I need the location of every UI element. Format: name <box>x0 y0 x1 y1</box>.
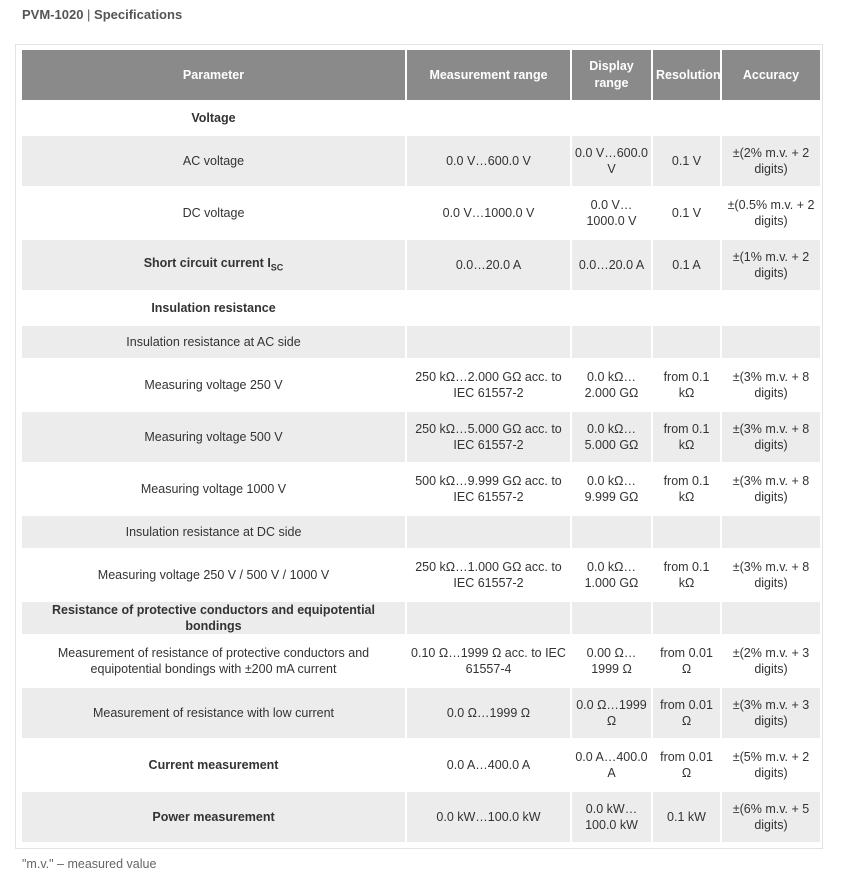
resolution-cell <box>653 740 720 790</box>
display-range-cell <box>572 464 651 514</box>
display-range-cell-text: 0.0…20.0 A <box>578 258 645 272</box>
resolution-cell-text: from 0.01 Ω <box>660 750 713 780</box>
display-range-cell-text: 0.0 A…400.0 A <box>575 750 648 780</box>
parameter-cell-text: Short circuit current I <box>143 255 271 270</box>
accuracy-cell <box>722 602 820 634</box>
table-row <box>22 550 820 600</box>
header-resolution: Resolution <box>653 50 720 100</box>
parameter-cell <box>22 792 405 842</box>
table-row <box>22 412 820 462</box>
accuracy-cell <box>722 188 820 238</box>
parameter-cell <box>22 188 405 238</box>
measurement-range-cell <box>407 602 570 634</box>
measurement-range-cell <box>407 102 570 134</box>
parameter-cell <box>22 102 405 134</box>
measurement-range-cell-text: 500 kΩ…9.999 GΩ acc. to IEC 61557-2 <box>415 474 562 504</box>
parameter-cell-text: Measurement of resistance with low current <box>92 706 335 720</box>
accuracy-cell-text: ±(1% m.v. + 2 digits) <box>732 250 810 280</box>
parameter-cell <box>22 464 405 514</box>
display-range-cell <box>572 602 651 634</box>
display-range-cell-text: 0.0 kΩ…2.000 GΩ <box>584 370 639 400</box>
accuracy-cell <box>722 412 820 462</box>
parameter-cell-text: Measuring voltage 500 V <box>144 430 283 444</box>
display-range-cell <box>572 188 651 238</box>
parameter-cell <box>22 688 405 738</box>
measurement-range-cell <box>407 688 570 738</box>
display-range-cell-text: 0.0 kΩ…9.999 GΩ <box>584 474 639 504</box>
table-row <box>22 740 820 790</box>
resolution-cell <box>653 240 720 290</box>
resolution-cell-text: from 0.1 kΩ <box>663 422 710 452</box>
table-row <box>22 360 820 410</box>
display-range-cell-text: 0.0 kΩ…1.000 GΩ <box>584 560 639 590</box>
parameter-cell-text: Measuring voltage 250 V <box>144 378 283 392</box>
resolution-cell-text: 0.1 kW <box>667 810 706 824</box>
display-range-cell-text: 0.0 V…600.0 V <box>575 146 648 176</box>
title-separator: | <box>83 7 95 22</box>
display-range-cell-text: 0.0 kW…100.0 kW <box>585 802 638 832</box>
measurement-range-cell <box>407 636 570 686</box>
resolution-cell-text: 0.1 A <box>672 258 701 272</box>
parameter-cell-text: Insulation resistance at DC side <box>125 525 302 539</box>
measurement-range-cell-text: 0.0 A…400.0 A <box>446 758 531 772</box>
resolution-cell <box>653 326 720 358</box>
subsection-header-row <box>22 326 820 358</box>
header-parameter: Parameter <box>22 50 405 100</box>
display-range-cell <box>572 412 651 462</box>
resolution-cell-text: from 0.1 kΩ <box>663 370 710 400</box>
measurement-range-cell-text: 0.10 Ω…1999 Ω acc. to IEC 61557-4 <box>411 646 566 676</box>
header-measurement-range: Measurement range <box>407 50 570 100</box>
accuracy-cell-text: ±(3% m.v. + 8 digits) <box>732 370 810 400</box>
header-accuracy: Accuracy <box>722 50 820 100</box>
accuracy-cell-text: ±(3% m.v. + 8 digits) <box>732 422 810 452</box>
measurement-range-cell <box>407 740 570 790</box>
resolution-cell <box>653 550 720 600</box>
resolution-cell <box>653 516 720 548</box>
measurement-range-cell-text: 250 kΩ…5.000 GΩ acc. to IEC 61557-2 <box>415 422 562 452</box>
parameter-cell <box>22 516 405 548</box>
table-row <box>22 464 820 514</box>
display-range-cell <box>572 792 651 842</box>
display-range-cell <box>572 102 651 134</box>
resolution-cell <box>653 188 720 238</box>
specifications-table <box>20 48 822 844</box>
measurement-range-cell-text: 0.0 Ω…1999 Ω <box>446 706 531 720</box>
specifications-table-container <box>15 44 823 849</box>
parameter-cell <box>22 412 405 462</box>
resolution-cell <box>653 136 720 186</box>
display-range-cell <box>572 636 651 686</box>
subsection-header-row <box>22 602 820 634</box>
accuracy-cell <box>722 516 820 548</box>
measurement-range-cell <box>407 188 570 238</box>
table-row <box>22 688 820 738</box>
table-row <box>22 136 820 186</box>
resolution-cell <box>653 636 720 686</box>
parameter-cell-text: Insulation resistance at AC side <box>126 335 301 349</box>
measurement-range-cell <box>407 136 570 186</box>
accuracy-cell <box>722 636 820 686</box>
resolution-cell-text: 0.1 V <box>671 154 702 168</box>
display-range-cell-text: 0.00 Ω…1999 Ω <box>586 646 637 676</box>
table-row <box>22 240 820 290</box>
display-range-cell <box>572 360 651 410</box>
measurement-range-cell <box>407 326 570 358</box>
resolution-cell <box>653 360 720 410</box>
accuracy-cell-text: ±(3% m.v. + 3 digits) <box>732 698 810 728</box>
resolution-cell-text: from 0.1 kΩ <box>663 474 710 504</box>
measurement-range-cell-text: 250 kΩ…2.000 GΩ acc. to IEC 61557-2 <box>415 370 562 400</box>
subsection-header-row <box>22 516 820 548</box>
display-range-cell <box>572 326 651 358</box>
measurement-range-cell <box>407 292 570 324</box>
parameter-cell <box>22 136 405 186</box>
parameter-cell-text: Insulation resistance <box>151 301 276 315</box>
resolution-cell-text: from 0.01 Ω <box>660 698 713 728</box>
measurement-range-cell-text: 0.0…20.0 A <box>455 258 522 272</box>
display-range-cell <box>572 688 651 738</box>
accuracy-cell <box>722 360 820 410</box>
measurement-range-cell <box>407 464 570 514</box>
parameter-cell-text: Resistance of protective conductors and equipotential bondings <box>52 603 375 633</box>
header-display-range: Display range <box>572 50 651 100</box>
parameter-cell <box>22 550 405 600</box>
accuracy-cell-text: ±(5% m.v. + 2 digits) <box>732 750 810 780</box>
measurement-range-cell <box>407 240 570 290</box>
accuracy-cell-text: ±(2% m.v. + 3 digits) <box>732 646 810 676</box>
parameter-cell <box>22 636 405 686</box>
parameter-cell-text: Current measurement <box>148 758 279 772</box>
accuracy-cell <box>722 136 820 186</box>
display-range-cell <box>572 240 651 290</box>
accuracy-cell <box>722 292 820 324</box>
resolution-cell <box>653 102 720 134</box>
table-row <box>22 188 820 238</box>
accuracy-cell <box>722 792 820 842</box>
parameter-cell <box>22 240 405 290</box>
resolution-cell <box>653 688 720 738</box>
accuracy-cell <box>722 550 820 600</box>
display-range-cell-text: 0.0 kΩ…5.000 GΩ <box>584 422 639 452</box>
table-row <box>22 636 820 686</box>
parameter-cell-text: Voltage <box>191 111 236 125</box>
measurement-range-cell-text: 0.0 V…1000.0 V <box>442 206 535 220</box>
accuracy-cell-text: ±(6% m.v. + 5 digits) <box>732 802 810 832</box>
accuracy-cell <box>722 688 820 738</box>
parameter-cell-text: Measuring voltage 1000 V <box>140 482 287 496</box>
parameter-cell-text: DC voltage <box>182 206 245 220</box>
accuracy-cell <box>722 464 820 514</box>
display-range-cell <box>572 292 651 324</box>
resolution-cell-text: 0.1 V <box>671 206 702 220</box>
parameter-cell <box>22 292 405 324</box>
parameter-cell-text: Power measurement <box>152 810 275 824</box>
measurement-range-cell <box>407 792 570 842</box>
resolution-cell <box>653 792 720 842</box>
measurement-range-cell <box>407 516 570 548</box>
measurement-range-cell <box>407 360 570 410</box>
model-name: PVM-1020 <box>22 7 84 22</box>
table-row <box>22 792 820 842</box>
resolution-cell-text: from 0.01 Ω <box>660 646 713 676</box>
accuracy-cell-text: ±(0.5% m.v. + 2 digits) <box>727 198 815 228</box>
table-header-row <box>22 50 820 100</box>
measurement-range-cell-text: 250 kΩ…1.000 GΩ acc. to IEC 61557-2 <box>415 560 562 590</box>
resolution-cell <box>653 412 720 462</box>
section-name: Specifications <box>94 7 183 22</box>
parameter-cell <box>22 326 405 358</box>
measurement-range-cell <box>407 550 570 600</box>
accuracy-cell-text: ±(3% m.v. + 8 digits) <box>732 560 810 590</box>
display-range-cell-text: 0.0 V…1000.0 V <box>586 198 637 228</box>
resolution-cell <box>653 292 720 324</box>
measurement-range-cell-text: 0.0 V…600.0 V <box>446 154 531 168</box>
footnote: "m.v." – measured value <box>22 857 157 871</box>
page-title <box>22 7 182 22</box>
accuracy-cell <box>722 740 820 790</box>
section-header-row <box>22 292 820 324</box>
resolution-cell <box>653 602 720 634</box>
accuracy-cell <box>722 240 820 290</box>
parameter-cell-text: Measuring voltage 250 V / 500 V / 1000 V <box>97 568 330 582</box>
measurement-range-cell-text: 0.0 kW…100.0 kW <box>436 810 541 824</box>
measurement-range-cell <box>407 412 570 462</box>
accuracy-cell <box>722 102 820 134</box>
accuracy-cell-text: ±(3% m.v. + 8 digits) <box>732 474 810 504</box>
display-range-cell <box>572 550 651 600</box>
parameter-cell <box>22 740 405 790</box>
resolution-cell-text: from 0.1 kΩ <box>663 560 710 590</box>
parameter-cell-text: AC voltage <box>182 154 245 168</box>
resolution-cell <box>653 464 720 514</box>
parameter-cell <box>22 602 405 634</box>
display-range-cell <box>572 136 651 186</box>
section-header-row <box>22 102 820 134</box>
display-range-cell <box>572 516 651 548</box>
display-range-cell <box>572 740 651 790</box>
accuracy-cell-text: ±(2% m.v. + 2 digits) <box>732 146 810 176</box>
parameter-cell <box>22 360 405 410</box>
accuracy-cell <box>722 326 820 358</box>
table-body <box>22 102 820 842</box>
display-range-cell-text: 0.0 Ω…1999 Ω <box>576 698 647 728</box>
parameter-cell-text: Measurement of resistance of protective conductors and equipotential bondings with ±200 mA current <box>57 646 370 676</box>
parameter-subscript: SC <box>270 262 284 273</box>
